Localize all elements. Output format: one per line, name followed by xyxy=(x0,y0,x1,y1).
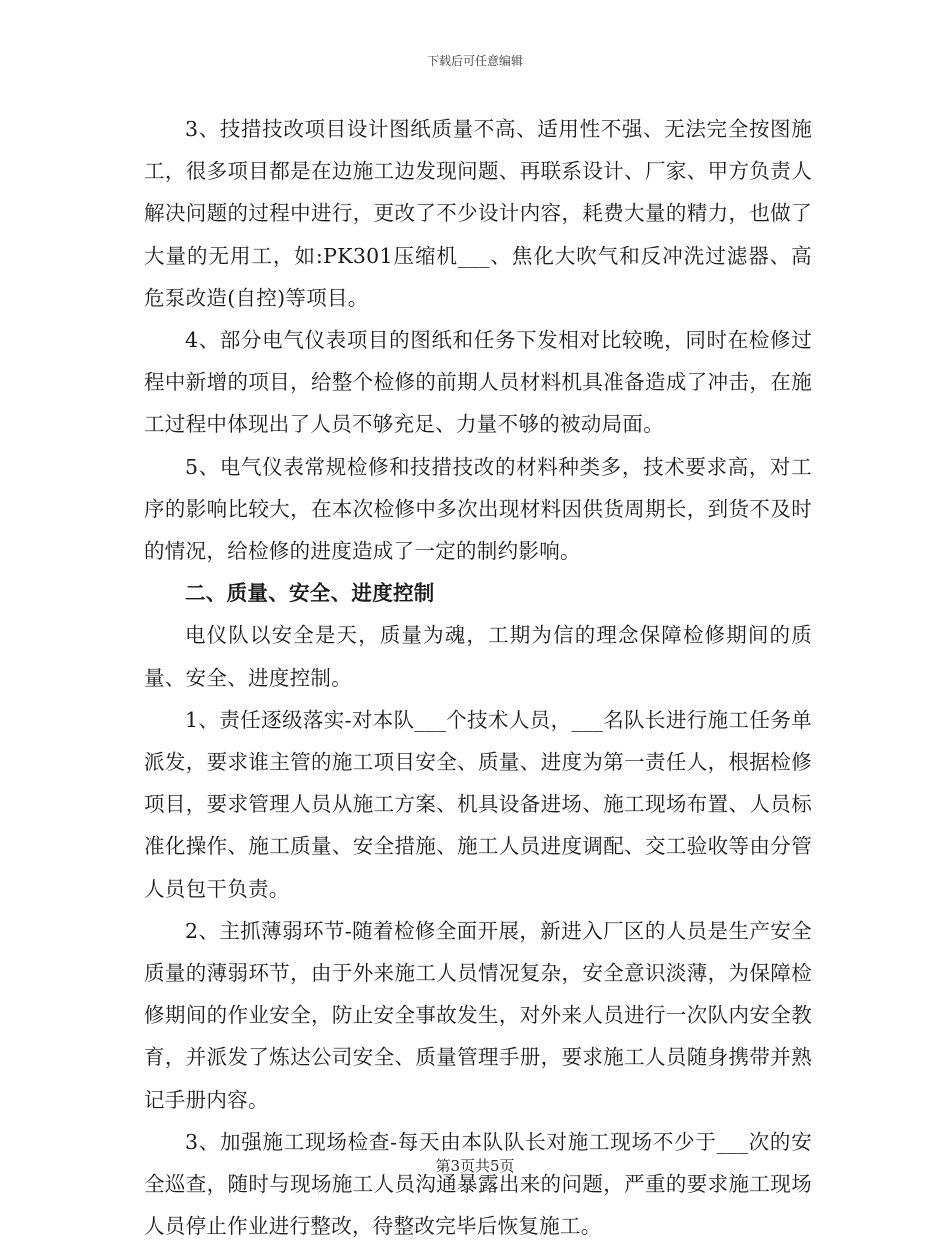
section-intro: 电仪队以安全是天，质量为魂，工期为信的理念保障检修期间的质量、安全、进度控制。 xyxy=(144,623,812,690)
section-heading: 二、质量、安全、进度控制 xyxy=(185,581,435,606)
document-body xyxy=(144,108,812,1247)
paragraph-item-4: 4、部分电气仪表项目的图纸和任务下发相对比较晚，同时在检修过程中新增的项目，给整个检修的前期人员材料机具准备造成了冲击，在施工过程中体现出了人员不够充足、力量不够的被动局面。 xyxy=(144,328,812,437)
paragraph-item-5: 5、电气仪表常规检修和技措技改的材料种类多，技术要求高，对工序的影响比较大，在本次检修中多次出现材料因供货周期长，到货不及时的情况，给检修的进度造成了一定的制约影响。 xyxy=(144,454,812,564)
page-header: 下载后可任意编辑 xyxy=(426,54,523,68)
paragraph-weak-links: 2、主抓薄弱环节-随着检修全面开展，新进入厂区的人员是生产安全质量的薄弱环节，由于外来施工人员情况复杂，安全意识淡薄，为保障检修期间的作业安全，防止安全事故发生，对外来人员进行一次队内安全教育，并派发了炼达公司安全、质量管理手册，要求施工人员随身携带并熟记手册内容。 xyxy=(144,918,812,1112)
paragraph-site-inspection: 3、加强施工现场检查-每天由本队队长对施工现场不少于___次的安全巡查，随时与现场施工人员沟通暴露出来的问题，严重的要求施工现场人员停止作业进行整改，待整改完毕后恢复施工。 xyxy=(144,1129,812,1239)
paragraph-responsibility: 1、责任逐级落实-对本队___个技术人员，___名队长进行施工任务单派发，要求谁主管的施工项目安全、质量、进度为第一责任人，根据检修项目，要求管理人员从施工方案、机具设备进场、施工现场布置、人员标准化操作、施工质量、安全措施、施工人员进度调配、交工验收等由分管人员包干负责。 xyxy=(144,707,812,901)
page-number: 第3页共5页 xyxy=(435,1157,515,1175)
paragraph-item-3: 3、技措技改项目设计图纸质量不高、适用性不强、无法完全按图施工，很多项目都是在边施工边发现问题、再联系设计、厂家、甲方负责人解决问题的过程中进行，更改了不少设计内容，耗费大量的精力，也做了大量的无用工，如:PK301压缩机___、焦化大吹气和反冲洗过滤器、高危泵改造(自控)等项目。 xyxy=(144,117,812,310)
